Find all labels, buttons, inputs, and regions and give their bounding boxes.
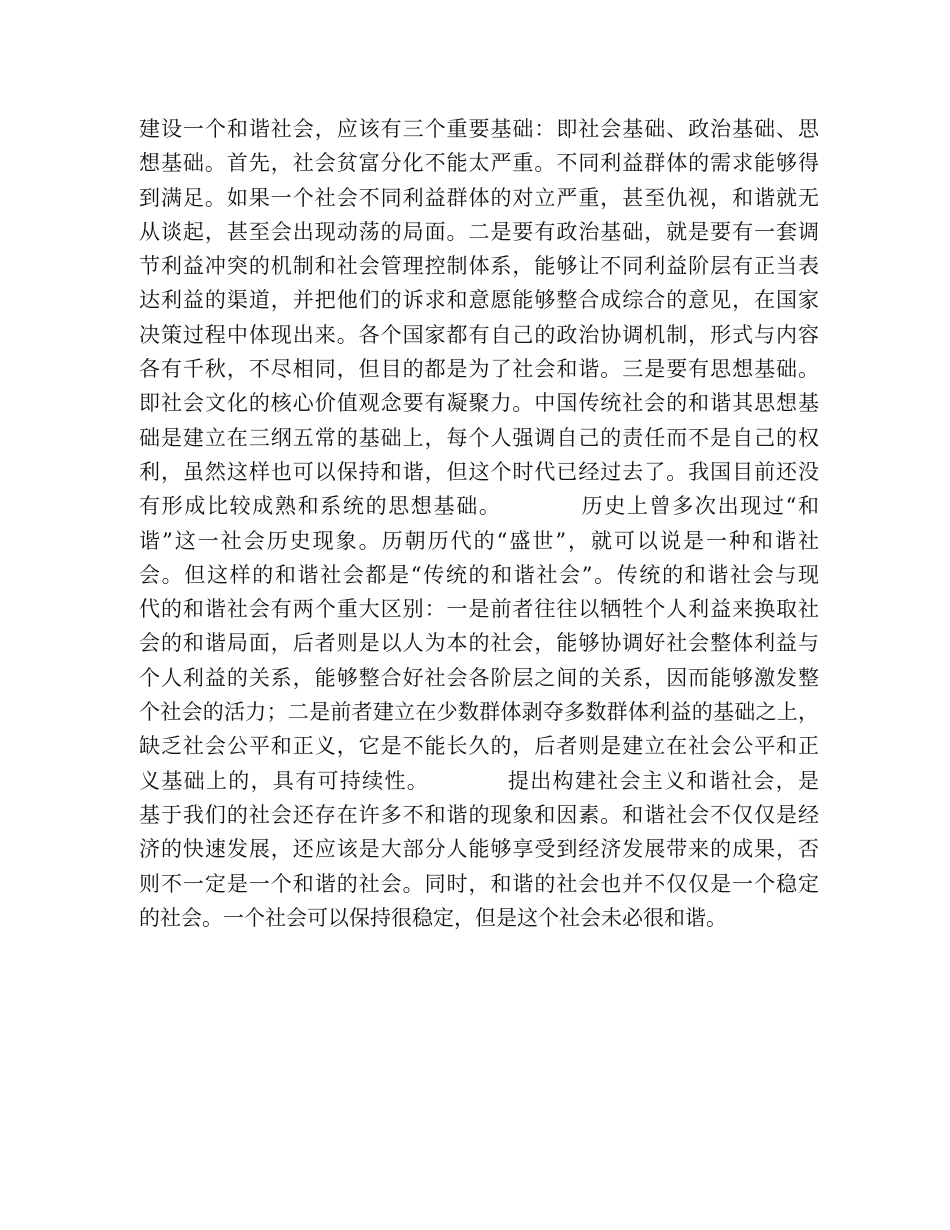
text-line: 想基础。首先，社会贫富分化不能太严重。不同利益群体的需求能够得	[139, 151, 819, 176]
text-line: 济的快速发展，还应该是大部分人能够享受到经济发展带来的成果，否	[139, 837, 819, 862]
text-line: 利，虽然这样也可以保持和谐，但这个时代已经过去了。我国目前还没	[139, 459, 819, 484]
text-line: 个社会的活力；二是前者建立在少数群体剥夺多数群体利益的基础之上，	[139, 700, 819, 725]
text-line: 的社会。一个社会可以保持很稳定，但是这个社会未必很和谐。	[139, 905, 727, 930]
text-line: 有形成比较成熟和系统的思想基础。 历史上曾多次出现过“和	[139, 494, 819, 519]
text-line: 建设一个和谐社会，应该有三个重要基础：即社会基础、政治基础、思	[139, 117, 819, 141]
text-line: 决策过程中体现出来。各个国家都有自己的政治协调机制，形式与内容	[139, 322, 819, 347]
text-line: 谐”这一社会历史现象。历朝历代的“盛世”，就可以说是一种和谐社	[139, 528, 819, 553]
text-line: 即社会文化的核心价值观念要有凝聚力。中国传统社会的和谐其思想基	[139, 391, 819, 416]
text-line: 节利益冲突的机制和社会管理控制体系，能够让不同利益阶层有正当表	[139, 254, 819, 279]
text-line: 义基础上的，具有可持续性。 提出构建社会主义和谐社会，是	[139, 768, 819, 793]
text-line: 会的和谐局面，后者则是以人为本的社会，能够协调好社会整体利益与	[139, 631, 819, 656]
body-text	[139, 112, 819, 935]
text-line: 个人利益的关系，能够整合好社会各阶层之间的关系，因而能够激发整	[139, 665, 819, 690]
text-line: 到满足。如果一个社会不同利益群体的对立严重，甚至仇视，和谐就无	[139, 185, 819, 210]
text-line: 各有千秋，不尽相同，但目的都是为了社会和谐。三是要有思想基础。	[139, 357, 819, 382]
text-line: 基于我们的社会还存在许多不和谐的现象和因素。和谐社会不仅仅是经	[139, 802, 819, 827]
text-line: 达利益的渠道，并把他们的诉求和意愿能够整合成综合的意见，在国家	[139, 288, 819, 313]
text-line: 则不一定是一个和谐的社会。同时，和谐的社会也并不仅仅是一个稳定	[139, 871, 819, 896]
text-line: 缺乏社会公平和正义，它是不能长久的，后者则是建立在社会公平和正	[139, 734, 819, 759]
text-line: 础是建立在三纲五常的基础上，每个人强调自己的责任而不是自己的权	[139, 425, 819, 450]
text-line: 会。但这样的和谐社会都是“传统的和谐社会”。传统的和谐社会与现	[139, 562, 819, 587]
text-line: 代的和谐社会有两个重大区别：一是前者往往以牺牲个人利益来换取社	[139, 597, 819, 622]
text-line: 从谈起，甚至会出现动荡的局面。二是要有政治基础，就是要有一套调	[139, 219, 819, 244]
